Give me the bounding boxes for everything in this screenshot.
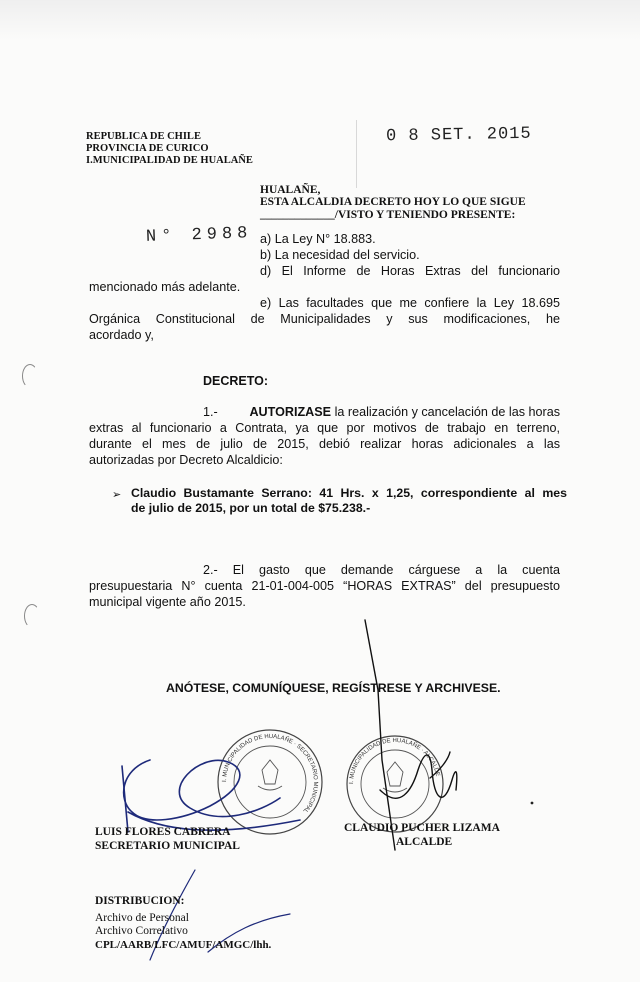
secretary-signature: [122, 760, 300, 832]
article1-line4: autorizadas por Decreto Alcaldicio:: [89, 453, 283, 467]
consideration-d-line1: d) El Informe de Horas Extras del funcionario: [260, 264, 560, 278]
intro-place: HUALAÑE,: [260, 184, 321, 196]
consideration-d-line2: mencionado más adelante.: [89, 280, 241, 294]
mayor-title: ALCALDE: [396, 836, 453, 848]
article1-number: 1.-: [203, 405, 218, 419]
header-line-province: PROVINCIA DE CURICO: [86, 143, 209, 154]
consideration-e-line3: acordado y,: [89, 328, 154, 342]
distribution-heading: DISTRIBUCION:: [95, 895, 185, 907]
closing-statement: ANÓTESE, COMUNÍQUESE, REGÍSTRESE Y ARCHIVESE.: [166, 681, 501, 695]
mayor-signature: [365, 620, 457, 850]
scan-artifact: [0, 0, 640, 40]
article2-line2: presupuestaria N° cuenta 21-01-004-005 “HORAS EXTRAS” del presupuesto: [89, 579, 560, 593]
decree-number: N° 2988: [145, 224, 253, 247]
intro-line-2: _____________/VISTO Y TENIENDO PRESENTE:: [260, 209, 516, 221]
bullet-marker: ➢: [112, 489, 122, 501]
article1-line3: durante el mes de julio de 2015, debió realizar horas adicionales a las: [89, 437, 560, 451]
secretary-name: LUIS FLORES CABRERA: [95, 826, 231, 838]
distribution-item-correlativo: Archivo Correlativo: [95, 925, 188, 937]
secretary-title: SECRETARIO MUNICIPAL: [95, 840, 240, 852]
consideration-e-line1: e) Las facultades que me confiere la Ley 18.695: [260, 296, 560, 310]
distribution-item-personal: Archivo de Personal: [95, 912, 189, 924]
consideration-b: b) La necesidad del servicio.: [260, 248, 420, 262]
punch-hole-bottom: [24, 604, 40, 628]
bullet-line2: de julio de 2015, por un total de $75.238.-: [131, 501, 371, 515]
dot-mark: [531, 802, 534, 805]
article1-keyword: AUTORIZASE: [249, 405, 332, 419]
date-stamp: 0 8 SET. 2015: [385, 124, 532, 147]
distribution-initials: CPL/AARB/LFC/AMUF/AMGC/lhh.: [95, 939, 272, 951]
secretary-seal-text: I. MUNICIPALIDAD DE HUALAÑE · SECRETARIO MUNICIPAL: [221, 733, 319, 814]
secretary-seal: [218, 730, 322, 834]
article1-line1-rest: la realización y cancelación de las horas: [334, 405, 560, 419]
consideration-e-line2: Orgánica Constitucional de Municipalidades y sus modificaciones, he: [89, 312, 560, 326]
intro-line-1: ESTA ALCALDIA DECRETO HOY LO QUE SIGUE: [260, 196, 526, 208]
bullet-line1: Claudio Bustamante Serrano: 41 Hrs. x 1,25, correspondiente al mes: [131, 486, 567, 500]
scan-fold-line: [356, 120, 357, 188]
punch-hole-top: [22, 364, 38, 388]
mayor-name: CLAUDIO PUCHER LIZAMA: [344, 822, 500, 834]
header-line-republic: REPUBLICA DE CHILE: [86, 131, 201, 142]
mayor-seal: [347, 736, 443, 832]
header-line-municipality: I.MUNICIPALIDAD DE HUALAÑE: [86, 155, 253, 166]
article2-line3: municipal vigente año 2015.: [89, 595, 246, 609]
mayor-seal-text: I. MUNICIPALIDAD DE HUALAÑE · ALCALDE: [348, 737, 441, 785]
decreto-heading: DECRETO:: [203, 374, 269, 388]
article1-line1: [203, 405, 560, 421]
article1-line2: extras al funcionario a Contrata, ya que por motivos de trabajo en terreno,: [89, 421, 560, 435]
consideration-a: a) La Ley N° 18.883.: [260, 232, 376, 246]
article2-line1: 2.- El gasto que demande cárguese a la cuenta: [203, 563, 560, 577]
